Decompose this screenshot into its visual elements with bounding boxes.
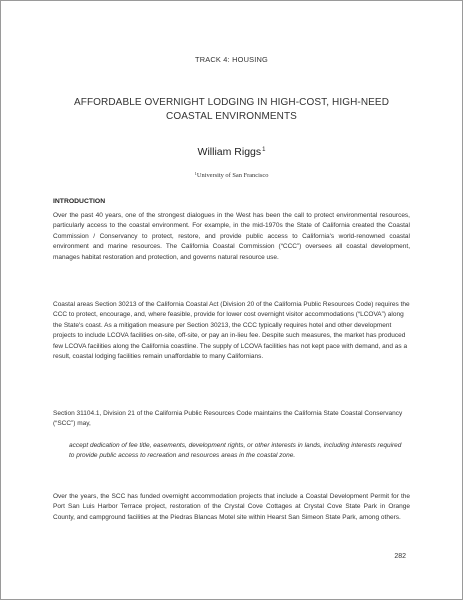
paragraph-2: Coastal areas Section 30213 of the California Coastal Act (Division 20 of the California Public Resources Code) requires the CCC to protect, encourage, and, where feasible, provide for lower cost overnight visitor accommodations (“LCOVA”) along the State's coast. As a mitigation measure per Section 30213, the CCC typically requires hotel and other development projects to include LCOVA facilities on-site, off-site, or pay an in-lieu fee. Despite such measures, the market has produced few LCOVA facilities along the California coastline. The supply of LCOVA facilities has not kept pace with demand, and as a result, coastal lodging facilities remain unaffordable to many Californians. — [53, 301, 410, 361]
affiliation-mark: 1 — [194, 171, 197, 176]
paragraph-3: Section 31104.1, Division 21 of the California Public Resources Code maintains the California State Coastal Conservancy (“SCC”) may, — [53, 410, 403, 428]
affiliation-line — [1, 171, 462, 179]
block-quote: accept dedication of fee title, easements, development rights, or other interests in lands, including interests required to provide public access to recreation and resources areas in the coastal zone. — [69, 442, 402, 460]
affiliation: University of San Francisco — [196, 172, 269, 179]
page-number: 282 — [394, 553, 406, 560]
track-header: TRACK 4: HOUSING — [194, 55, 268, 64]
paragraph-1: Over the past 40 years, one of the strongest dialogues in the West has been the call to protect environmental resources, particularly access to the coastal environment. For example, in the mid-1970s the State of California created the Coastal Commission / Conservancy to protect, restore, and provide public access to California's world-renowned coastal environment and marine resources. The California Coastal Commission (“CCC”) oversees all coastal development, manages habitat restoration and protection, and governs natural resource use. — [53, 212, 410, 261]
paper-title: AFFORDABLE OVERNIGHT LODGING IN HIGH-COST, HIGH-NEED COASTAL ENVIRONMENTS — [73, 97, 390, 122]
author-name: William Riggs — [197, 146, 262, 158]
author-footnote-mark: 1 — [262, 147, 266, 153]
author-line — [1, 146, 462, 158]
paragraph-4: Over the years, the SCC has funded overnight accommodation projects that include a Coastal Development Permit for the Port San Luis Harbor Terrace project, restoration of the Crystal Cove Cottages at Crystal Cove State Park in Orange County, and campground facilities at the Piedras Blancas Motel site within Hearst San Simeon State Park, among others. — [53, 493, 410, 521]
section-heading-introduction: INTRODUCTION — [53, 198, 106, 205]
